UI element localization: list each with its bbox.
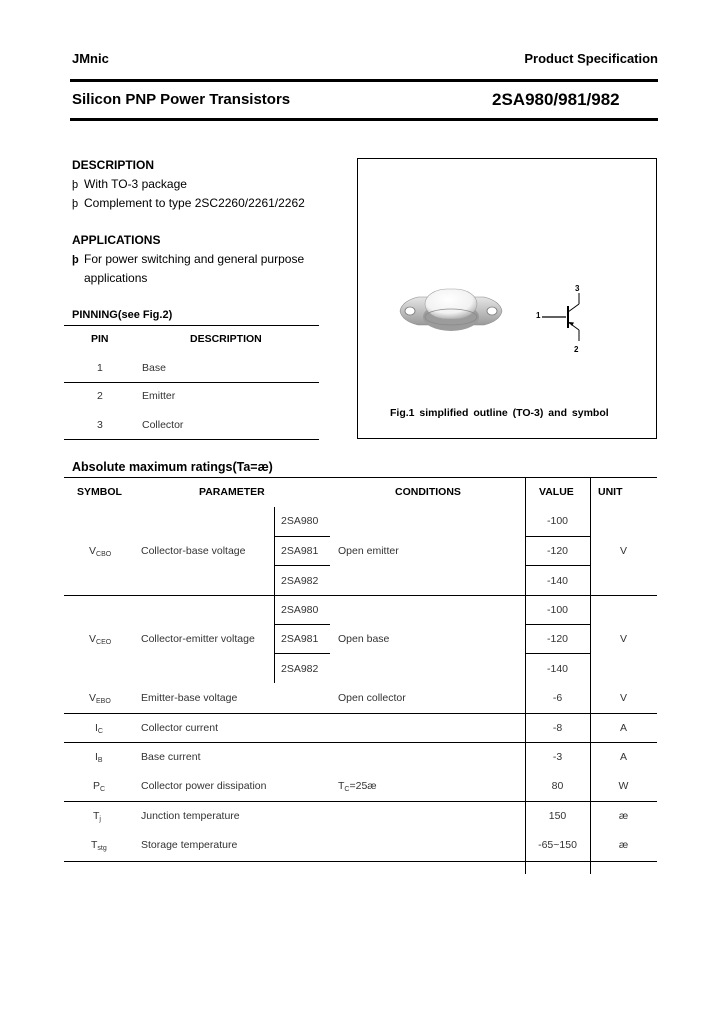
value-divider [525,565,590,566]
symbol-tj: $T_j$ [93,810,101,823]
variant-part: 2SA980 [281,515,319,527]
variant-divider [274,536,330,537]
part-numbers: 2SA980/981/982 [492,90,620,109]
description-item: þ With TO-3 package [72,177,187,191]
value-divider [525,624,590,625]
variant-part: 2SA980 [281,604,319,616]
variant-divider [274,653,330,654]
row-divider [64,801,657,802]
bullet-icon: þ [72,198,79,210]
row-divider [64,595,657,596]
value-cell: -6 [552,692,563,704]
symbol-pin-emitter: 2 [574,345,579,354]
param-cell: Junction temperature [141,810,240,822]
applications-title: APPLICATIONS [72,233,161,247]
value-cell: 150 [548,810,567,822]
symbol-pin-collector: 3 [575,284,580,293]
bullet-icon: þ [72,254,79,266]
symbol-ib: $I_B$ [95,751,103,764]
description-title: DESCRIPTION [72,158,155,172]
value-cell: -100 [546,604,568,616]
pinning-header-description: DESCRIPTION [190,333,262,345]
ratings-title: Absolute maximum ratings(Ta=æ) [72,460,273,474]
ratings-header-unit: UNIT [598,486,623,498]
value-cell: -100 [546,515,568,527]
unit-cell: V [619,692,627,704]
company-name: JMnic [72,51,109,66]
ratings-rule [64,477,657,478]
variant-part: 2SA982 [281,663,319,675]
unit-cell: A [619,722,627,734]
applications-item: þ For power switching and general purpose [72,252,305,266]
value-cell: -140 [546,663,568,675]
figure-caption: Fig.1 simplified outline (TO-3) and symbol [390,407,609,419]
value-cell: -8 [552,722,563,734]
symbol-vcbo: $V_{CBO}$ [89,545,112,558]
cond-vcbo: Open emitter [338,545,399,557]
param-vcbo: Collector-base voltage [141,545,246,557]
ratings-header-symbol: SYMBOL [77,486,122,498]
value-divider [525,653,590,654]
ratings-header-conditions: CONDITIONS [395,486,461,498]
symbol-vceo: $V_{CEO}$ [89,633,112,646]
header-rule-bottom [70,118,658,121]
variant-part: 2SA981 [281,633,319,645]
cond-vceo: Open base [338,633,390,645]
variant-part: 2SA981 [281,545,319,557]
pinning-title: PINNING(see Fig.2) [72,309,173,321]
pin-number: 1 [97,362,103,374]
symbol-tstg: $T_{stg}$ [91,839,107,852]
cond-cell: $T_C=25æ$ [338,780,377,793]
doc-type: Product Specification [524,51,658,66]
param-cell: Collector current [141,722,219,734]
value-cell: -140 [546,575,568,587]
description-item: þ Complement to type 2SC2260/2261/2262 [72,196,305,210]
to3-package-icon [396,279,506,339]
row-divider [64,713,657,714]
pin-description: Base [142,362,166,374]
ratings-header-parameter: PARAMETER [199,486,265,498]
unit-cell: A [619,751,627,763]
value-cell: -120 [546,545,568,557]
param-vceo: Collector-emitter voltage [141,633,255,645]
pin-description: Emitter [142,390,176,402]
header-rule-top [70,79,658,82]
variant-divider [274,565,330,566]
unit-cell: W [618,780,629,792]
param-cell: Base current [141,751,201,763]
symbol-pc: $P_C$ [93,780,106,793]
symbol-pin-base: 1 [536,311,541,320]
symbol-vebo: $V_{EBO}$ [89,692,111,705]
value-cell: -65~150 [538,839,577,851]
value-cell: 80 [551,780,564,792]
unit-cell: V [619,545,627,557]
product-family: Silicon PNP Power Transistors [72,91,291,108]
pnp-transistor-symbol-icon [530,277,600,357]
pinning-rule [64,382,319,383]
variant-divider [274,624,330,625]
pin-description: Collector [142,419,184,431]
applications-item-cont: applications [84,271,148,285]
value-divider [525,536,590,537]
param-cell: Emitter-base voltage [141,692,238,704]
figure-box [357,158,657,439]
table-bottom-rule [64,861,657,862]
pin-number: 2 [97,390,103,402]
value-cell: -120 [546,633,568,645]
variant-part: 2SA982 [281,575,319,587]
pinning-header-pin: PIN [91,333,109,345]
param-cell: Storage temperature [141,839,238,851]
row-divider [64,742,657,743]
unit-cell: æ [618,810,629,822]
value-cell: -3 [552,751,563,763]
cond-cell: Open collector [338,692,406,704]
ratings-header-value: VALUE [539,486,574,498]
symbol-ic: $I_C$ [95,722,103,735]
param-cell: Collector power dissipation [141,780,267,792]
pin-number: 3 [97,419,103,431]
bullet-icon: þ [72,179,79,191]
pinning-rule [64,325,319,326]
unit-cell: V [619,633,627,645]
pinning-rule [64,439,319,440]
unit-cell: æ [618,839,629,851]
